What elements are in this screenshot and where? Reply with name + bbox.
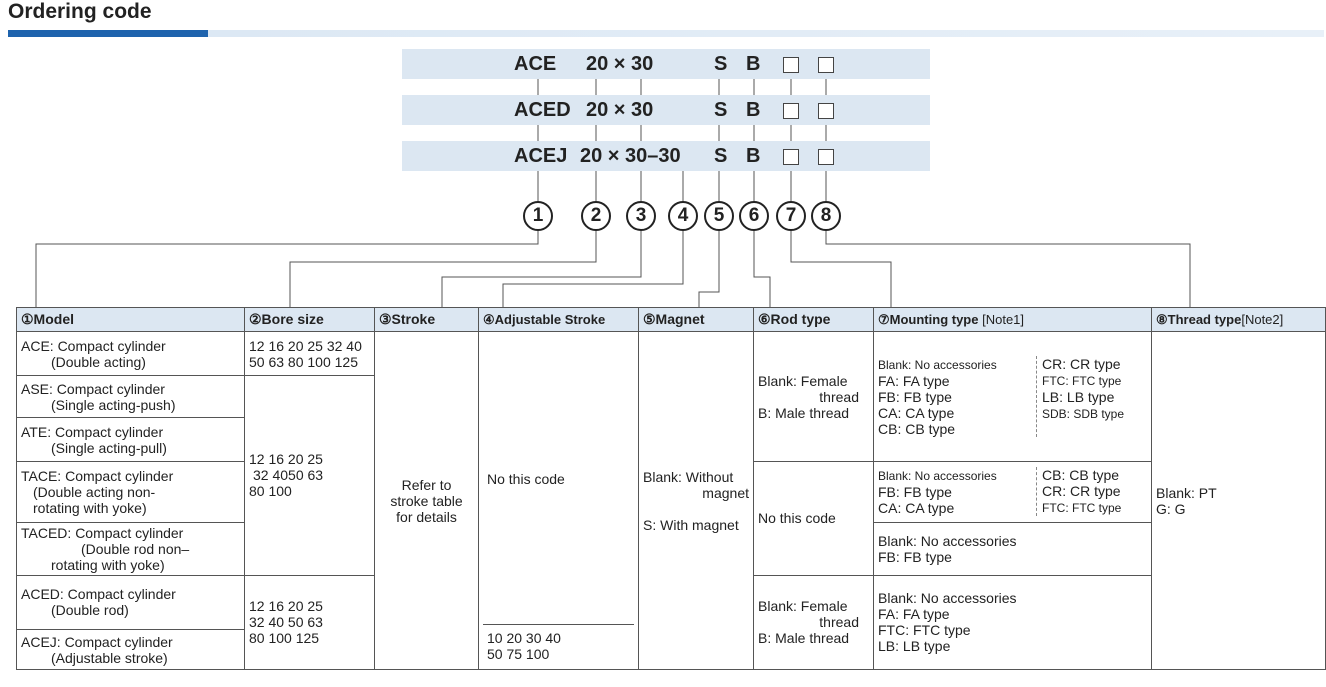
magnet-cell <box>639 332 754 670</box>
code-size: 20 × 30 <box>586 99 654 121</box>
stroke-cell <box>375 332 479 670</box>
mount-col-left <box>878 356 1036 437</box>
mount-cell-1 <box>874 332 1152 462</box>
mount-item: LB: LB type <box>1042 389 1115 406</box>
mount-col-right <box>1036 356 1147 437</box>
adjustable-none: No this code <box>487 471 565 487</box>
bore-line: 12 16 20 25 <box>249 598 323 615</box>
model-cell <box>17 418 245 462</box>
header-thread-note: [Note2] <box>1241 311 1284 327</box>
model-cell <box>17 332 245 376</box>
header-magnet: ⑤Magnet <box>639 308 754 332</box>
header-mount <box>874 308 1152 332</box>
header-thread-label: ⑧Thread type <box>1156 311 1242 327</box>
model-cell <box>17 462 245 522</box>
code-model: ACE <box>514 53 557 75</box>
circle-8: 8 <box>811 201 841 231</box>
rod-line: thread <box>819 388 859 405</box>
circle-3: 3 <box>626 201 656 231</box>
circle-1: 1 <box>523 201 553 231</box>
ordering-table <box>16 307 1326 670</box>
model-cell <box>17 522 245 575</box>
rod-cell-2: No this code <box>754 462 874 575</box>
code-model: ACED <box>514 99 571 121</box>
mount-col-left <box>878 467 1036 516</box>
bore-cell <box>245 575 375 669</box>
thread-line: G: G <box>1156 500 1186 517</box>
stroke-line: Refer to <box>401 476 452 493</box>
rod-line: thread <box>819 614 859 631</box>
model-cell <box>17 376 245 418</box>
model-name: ACEJ: Compact cylinder <box>21 633 173 650</box>
mount-cell-4 <box>874 575 1152 669</box>
model-desc: rotating with yoke) <box>51 556 165 573</box>
adjustable-line: 10 20 30 40 <box>487 630 561 646</box>
header-stroke: ③Stroke <box>375 308 479 332</box>
header-row <box>17 308 1326 332</box>
header-model: ①Model <box>17 308 245 332</box>
bore-line: 50 63 80 100 125 <box>249 353 358 370</box>
page-title: Ordering code <box>8 0 152 23</box>
header-mount-label: ⑦Mounting type <box>878 311 979 327</box>
bore-cell <box>245 376 375 576</box>
code-magnet: S <box>714 53 728 75</box>
model-name: TACED: Compact cylinder <box>21 524 184 541</box>
connector-lines <box>0 0 1326 320</box>
mount-item: Blank: No accessories <box>878 590 1017 607</box>
mount-cell-2 <box>874 462 1152 522</box>
model-name: ATE: Compact cylinder <box>21 423 164 440</box>
bore-line: 32 40 50 63 <box>249 614 323 631</box>
model-desc: rotating with yoke) <box>33 499 147 516</box>
code-magnet: S <box>714 99 728 121</box>
bore-line: 12 16 20 25 <box>249 451 323 468</box>
circle-2: 2 <box>581 201 611 231</box>
model-desc: (Double acting) <box>51 353 146 370</box>
rod-line: B: Male thread <box>758 630 850 647</box>
model-desc: (Double rod) <box>51 602 129 619</box>
code-rod: B <box>746 145 761 167</box>
stroke-line: stroke table <box>390 492 463 509</box>
adjustable-line: 50 75 100 <box>487 646 550 662</box>
model-desc: (Double acting non- <box>33 483 156 500</box>
magnet-line: magnet <box>702 484 749 501</box>
adjustable-values <box>483 624 634 667</box>
mount-item: CB: CB type <box>878 421 956 438</box>
model-desc: (Single acting-pull) <box>51 439 167 456</box>
bore-line: 80 100 125 <box>249 630 320 647</box>
circle-4: 4 <box>668 201 698 231</box>
mount-item: LB: LB type <box>878 638 951 655</box>
adjustable-cell <box>479 332 639 670</box>
mount-item: FA: FA type <box>878 373 950 390</box>
code-size: 20 × 30 <box>586 53 654 75</box>
header-adjustable: ④Adjustable Stroke <box>479 308 639 332</box>
mount-item: FTC: FTC type <box>878 622 971 639</box>
header-rod: ⑥Rod type <box>754 308 874 332</box>
model-desc: (Single acting-push) <box>51 396 176 413</box>
rod-line: Blank: Female <box>758 598 848 615</box>
header-bore: ②Bore size <box>245 308 375 332</box>
mount-item: FB: FB type <box>878 548 952 565</box>
header-mount-note: [Note1] <box>978 311 1025 327</box>
mount-item: FTC: FTC type <box>1042 501 1122 516</box>
model-desc: (Adjustable stroke) <box>51 649 168 666</box>
code-rod: B <box>746 99 761 121</box>
mount-item: Blank: No accessories <box>878 532 1017 549</box>
code-size: 20 × 30–30 <box>580 145 681 167</box>
mount-group-1 <box>878 356 1147 437</box>
mount-item: Blank: No accessories <box>878 469 997 484</box>
model-cell <box>17 630 245 670</box>
thread-cell <box>1152 332 1326 670</box>
mount-item: SDB: SDB type <box>1042 407 1125 422</box>
model-desc: (Double rod non– <box>81 540 190 557</box>
model-name: TACE: Compact cylinder <box>21 467 174 484</box>
mount-item: Blank: No accessories <box>878 358 997 373</box>
bore-line: 12 16 20 25 32 40 <box>249 337 362 354</box>
mount-item: FB: FB type <box>878 484 952 501</box>
mount-cell-3 <box>874 522 1152 575</box>
mount-item: FB: FB type <box>878 389 952 406</box>
model-name: ACE: Compact cylinder <box>21 337 166 354</box>
code-model: ACEJ <box>514 145 568 167</box>
mount-group-2 <box>878 467 1147 516</box>
mount-item: CA: CA type <box>878 500 955 517</box>
mount-item: CB: CB type <box>1042 467 1120 484</box>
circle-6: 6 <box>739 201 769 231</box>
rod-line: Blank: Female <box>758 372 848 389</box>
stroke-line: for details <box>396 508 457 525</box>
model-name: ASE: Compact cylinder <box>21 380 165 397</box>
model-cell <box>17 575 245 629</box>
code-magnet: S <box>714 145 728 167</box>
bore-line: 80 100 <box>249 483 292 500</box>
mount-item: FA: FA type <box>878 606 950 623</box>
magnet-line: S: With magnet <box>643 516 739 533</box>
mount-item: CR: CR type <box>1042 356 1121 373</box>
code-rod: B <box>746 53 761 75</box>
mount-item: FTC: FTC type <box>1042 374 1122 389</box>
circle-7: 7 <box>776 201 806 231</box>
header-thread <box>1152 308 1326 332</box>
model-name: ACED: Compact cylinder <box>21 586 176 603</box>
rod-cell-3 <box>754 575 874 669</box>
mount-item: CR: CR type <box>1042 483 1121 500</box>
mount-col-right <box>1036 467 1147 516</box>
bore-cell <box>245 332 375 376</box>
magnet-line: Blank: Without <box>643 468 734 485</box>
mount-item: CA: CA type <box>878 405 955 422</box>
thread-line: Blank: PT <box>1156 484 1217 501</box>
bore-line: 32 4050 63 <box>253 467 324 484</box>
rod-line: B: Male thread <box>758 404 850 421</box>
rod-cell-1 <box>754 332 874 462</box>
table-row <box>17 332 1326 376</box>
circle-5: 5 <box>704 201 734 231</box>
